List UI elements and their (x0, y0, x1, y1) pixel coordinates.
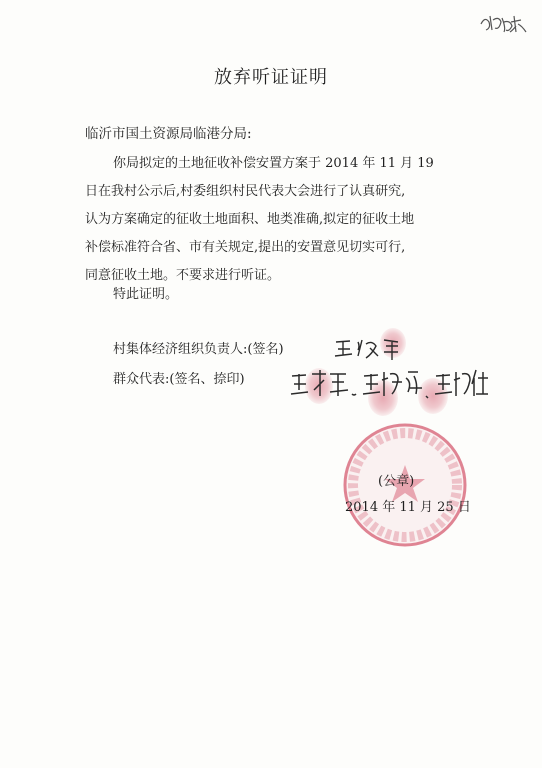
body-paragraph (85, 150, 475, 290)
seal-label: (公章) (378, 474, 415, 489)
document-date: 2014 年 11 月 25 日 (345, 500, 471, 515)
body-line: 你局拟定的土地征收补偿安置方案于 2014 年 11 月 19 (113, 156, 434, 171)
body-line: 补偿标准符合省、市有关规定,提出的安置意见切实可行, (85, 240, 406, 255)
closing-statement: 特此证明。 (113, 287, 179, 302)
document-title: 放弃听证证明 (214, 67, 328, 88)
representative-signatures (290, 366, 490, 406)
corner-handwritten-note (478, 10, 530, 36)
leader-signature-label: 村集体经济组织负责人:(签名) (113, 342, 284, 357)
body-line: 同意征收土地。不要求进行听证。 (85, 268, 281, 283)
body-line: 认为方案确定的征收土地面积、地类准确,拟定的征收土地 (85, 212, 415, 227)
addressee: 临沂市国土资源局临港分局: (85, 126, 252, 142)
leader-signature (332, 336, 412, 362)
representative-signature-label: 群众代表:(签名、捺印) (113, 372, 245, 387)
body-line: 日在我村公示后,村委组织村民代表大会进行了认真研究, (85, 184, 406, 199)
